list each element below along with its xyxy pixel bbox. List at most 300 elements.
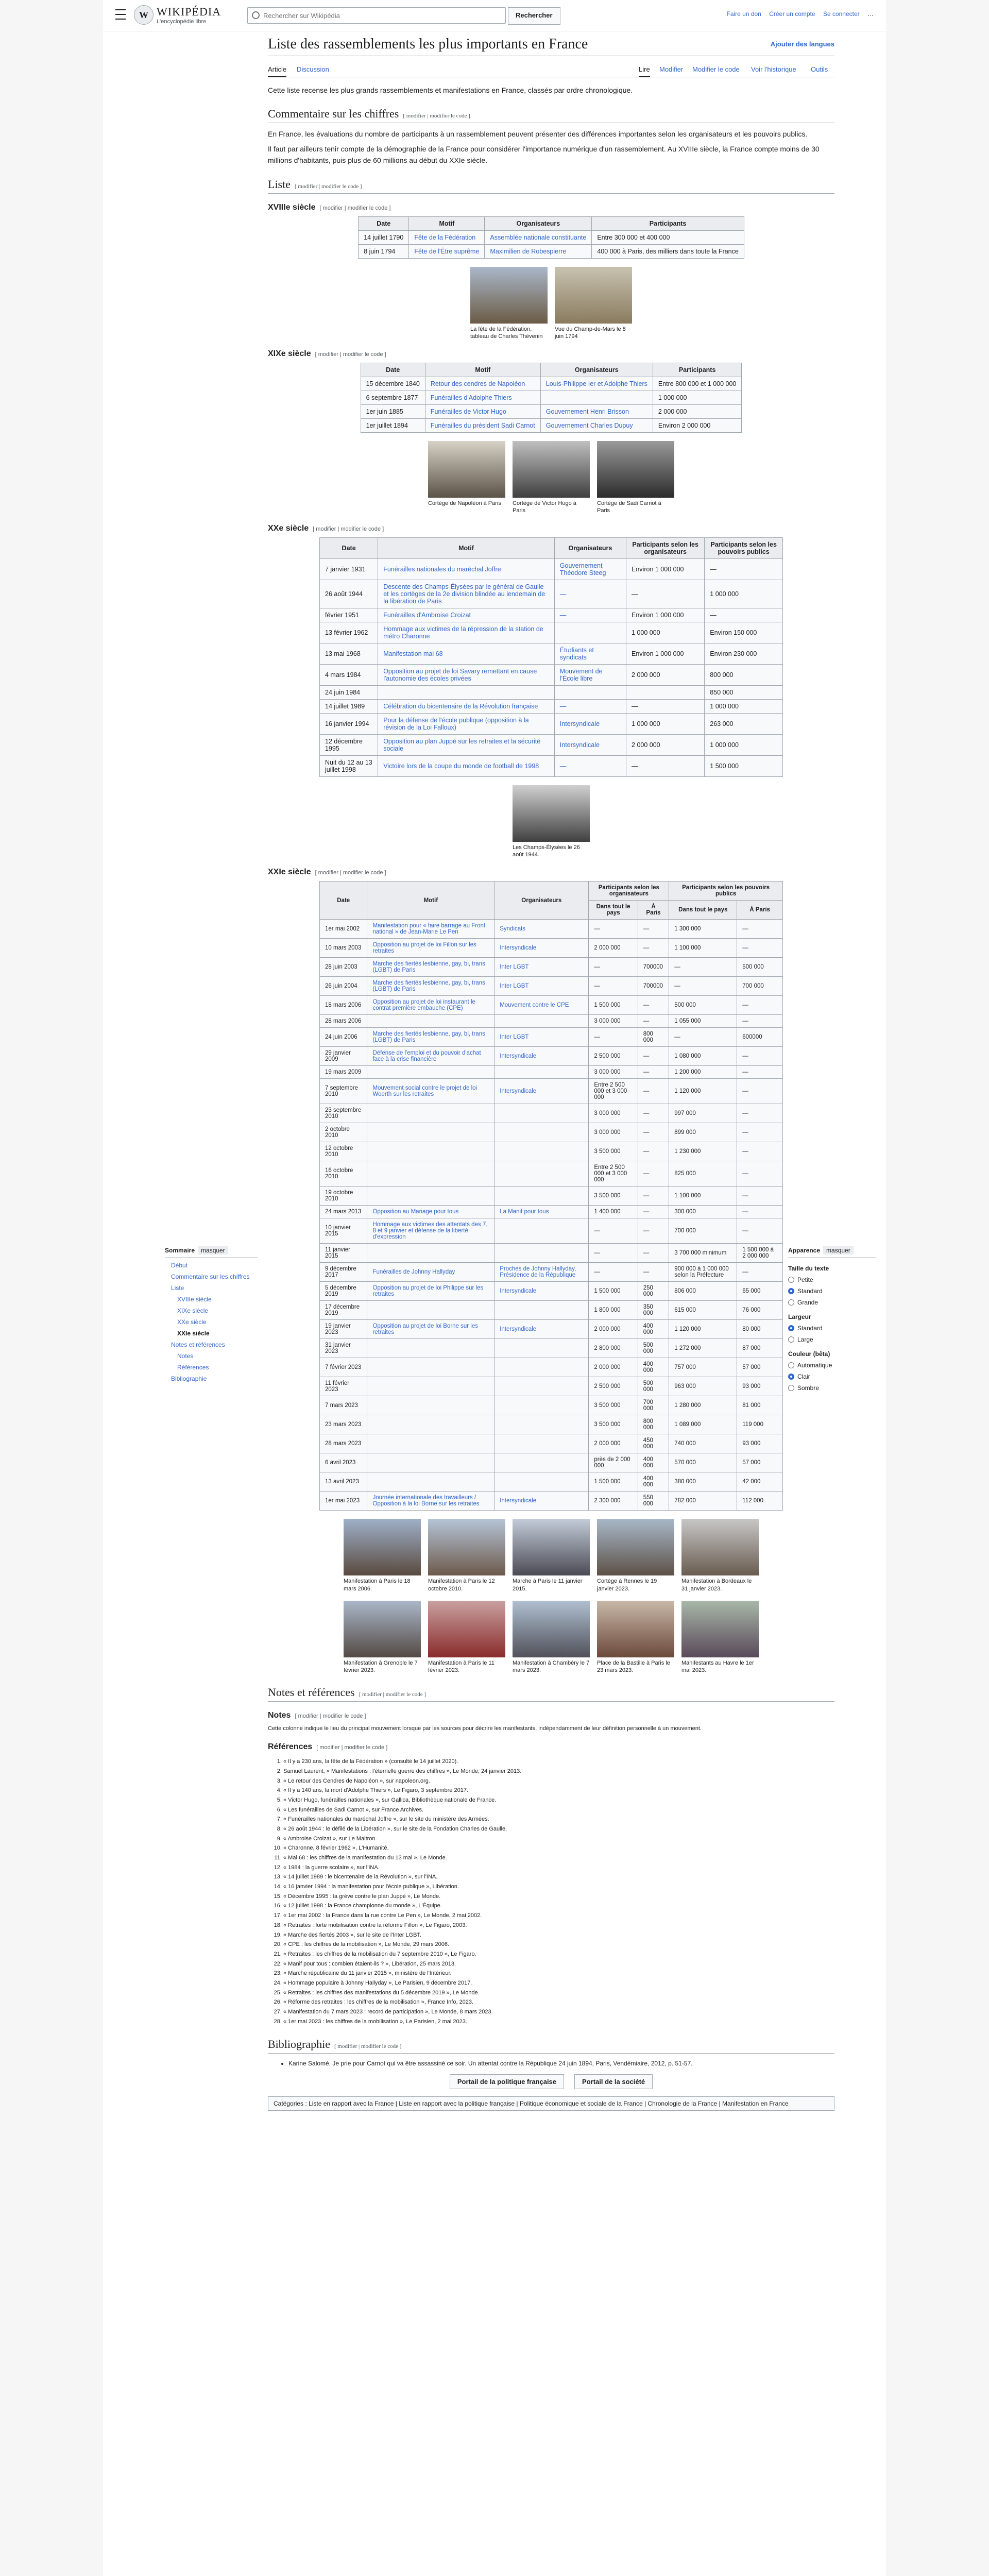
reference-item: 11. « Mai 68 : les chiffres de la manifestation du 13 mai », Le Monde.: [283, 1853, 834, 1863]
table-cell: 806 000: [669, 1282, 737, 1301]
table-cell: 380 000: [669, 1472, 737, 1492]
table-cell: 1 500 000: [589, 1282, 638, 1301]
edit-link[interactable]: [ modifier | modifier le code ]: [295, 1713, 366, 1719]
edit-link[interactable]: [ modifier | modifier le code ]: [359, 1691, 427, 1698]
search-box[interactable]: [247, 7, 506, 24]
table-cell: 3 000 000: [589, 1015, 638, 1028]
table-cell: Gouvernement Théodore Steeg: [554, 558, 626, 580]
table-cell: [494, 1472, 589, 1492]
table-cell: 500 000: [638, 1339, 669, 1358]
wordmark[interactable]: WIKIPÉDIA: [157, 5, 221, 18]
table-cell: 899 000: [669, 1123, 737, 1142]
table-cell: 825 000: [669, 1161, 737, 1187]
table-cell: —: [554, 755, 626, 776]
edit-link[interactable]: [ modifier | modifier le code ]: [316, 1744, 388, 1751]
toc-item[interactable]: XIXe siècle: [177, 1307, 209, 1314]
table-cell: Intersyndicale: [494, 1079, 589, 1104]
reference-item: 2. Samuel Laurent, « Manifestations : l'éternelle guerre des chiffres », Le Monde, 24 janvier 2013.: [283, 1767, 834, 1776]
table-cell: 500 000: [669, 996, 737, 1015]
table-cell: [494, 1187, 589, 1206]
table-cell: 1 000 000: [626, 622, 705, 643]
table-cell: —: [737, 1066, 783, 1079]
table-cell: [367, 1358, 494, 1377]
toc-item[interactable]: Liste: [171, 1284, 184, 1292]
tab-discussion[interactable]: Discussion: [297, 65, 329, 73]
table-cell: [367, 1396, 494, 1415]
table-cell: —: [737, 1142, 783, 1161]
toc-item[interactable]: XXe siècle: [177, 1318, 207, 1326]
table-cell: 615 000: [669, 1301, 737, 1320]
table-cell: Intersyndicale: [494, 1492, 589, 1511]
main-menu-icon[interactable]: [115, 9, 126, 20]
login-link[interactable]: Se connecter: [823, 10, 860, 18]
edit-link[interactable]: [ modifier | modifier le code ]: [315, 870, 386, 876]
gallery-item[interactable]: Place de la Bastille à Paris le 23 mars 2023.: [597, 1601, 674, 1674]
table-cell: 1 089 000: [669, 1415, 737, 1434]
table-cell: 3 500 000: [589, 1415, 638, 1434]
table-row: [320, 1434, 783, 1453]
reference-item: 7. « Funérailles nationales du maréchal Joffre », sur le site du ministère des Armées.: [283, 1815, 834, 1824]
table-cell: 80 000: [737, 1320, 783, 1339]
edit-link[interactable]: [ modifier | modifier le code ]: [319, 205, 391, 211]
table-cell: Hommage aux victimes de la répression de la station de métro Charonne: [378, 622, 555, 643]
table-cell: 2 octobre 2010: [320, 1123, 367, 1142]
table-cell: 1 000 000: [705, 734, 783, 755]
table-cell: 2 000 000: [589, 1434, 638, 1453]
table-cell: 5 décembre 2019: [320, 1282, 367, 1301]
table-cell: 2 000 000: [589, 939, 638, 958]
table-row: [320, 643, 783, 664]
gallery-item[interactable]: Manifestation à Paris le 12 octobre 2010.: [428, 1519, 505, 1592]
gallery-item[interactable]: Manifestation à Paris le 11 février 2023.: [428, 1601, 505, 1674]
table-cell: 300 000: [669, 1206, 737, 1218]
gallery-item[interactable]: Manifestants au Havre le 1er mai 2023.: [681, 1601, 759, 1674]
categories-box[interactable]: Catégories : Liste en rapport avec la France | Liste en rapport avec la politique française | Politique économique et sociale de la France | Chronologie de la France | Manifestation en France: [268, 2096, 834, 2111]
edit-link[interactable]: [ modifier | modifier le code ]: [334, 2043, 402, 2050]
table-cell: [494, 1377, 589, 1396]
table-cell: Opposition au projet de loi Borne sur les retraites: [367, 1320, 494, 1339]
table-row: [320, 1142, 783, 1161]
create-account-link[interactable]: Créer un compte: [769, 10, 815, 18]
tab-edit-source[interactable]: Modifier le code: [692, 65, 740, 73]
table-cell: 7 mars 2023: [320, 1396, 367, 1415]
table-cell: [626, 685, 705, 699]
table-xxi: Date Motif Organisateurs Participants selon les organisateurs Participants selon les pouvoirs publics Dans tout le pays À Paris Dans tout le pays À Paris 1er mai 2002 Manifestation pour « faire barrage au Front national » de Jean-Marie Le Pen Syndicats — — 1 300 000 — 10 mars 2003 Opposition au projet de loi Fillon sur les retraites Intersyndicale 2 000 000 — 1 100 000 — 28 juin 2003 Marche des fiertés lesbienne, gay, bi, trans (LGBT) de Paris Inter LGBT — 700000 — 500 000 26 juin 2004 Marche des fiertés lesbienne, gay, bi, trans (LGBT) de Paris Inter LGBT — 700000 — 700 000 18 mars 2006 Opposition au projet de loi instaurant le contrat première embauche (CPE) Mouvement contre le CPE 1 500 000 — 500 000 — 28 mars 2006 3 000 000 — 1 055 000 — 24 juin 2006 Marche des fiertés lesbienne, gay, bi, trans (LGBT) de Paris Inter LGBT — 800 000 — 600000 29 janvier 2009 Défense de l'emploi et du pouvoir d'achat face à la crise financière Intersyndicale 2 500 000 — 1 080 000 — 19 mars 2009 3 000 000 — 1 200 000 — 7 septembre 2010 Mouvement social contre le projet de loi Woerth sur les retraites Intersyndicale Entre 2 500 000 et 3 000 000 — 1 120 000 — 23 septembre 2010 3 000 000 — 997 000 — 2 octobre 2010 3 000 000 — 899 000 — 12 octobre 2010 3 500 000 — 1 230 000 — 16 octobre 2010 Entre 2 500 000 et 3 000 000 — 825 000 — 19 octobre 2010 3 500 000 — 1 100 000 — 24 mars 2013 Opposition au Mariage pour tous La Manif pour tous 1 400 000 — 300 000 — 10 janvier 2015 Hommage aux victimes des attentats des 7, 8 et 9 janvier et défense de la liberté d'expression — — 700 000 — 11 janvier 2015 — — 3 700 000 minimum 1 500 000 à 2 000 000 9 décembre 2017 Funérailles de Johnny Hallyday Proches de Johnny Hallyday, Présidence de la République — — 900 000 à 1 000 000 selon la Préfecture — 5 décembre 2019 Opposition au projet de loi Philippe sur les retraites Intersyndicale 1 500 000 250 000 806 000 65 000 17 décembre 2019 1 800 000 350 000 615 000 76 000 19 janvier 2023 Opposition au projet de loi Borne sur les retraites Intersyndicale 2 000 000 400 000 1 120 000 80 000 31 janvier 2023 2 800 000 500 000 1 272 000 87 000 7 février 2023 2 000 000 400 000 757 000 57 000 11 février 2023 2 500 000 500 000 963 000 93 000 7 mars 2023 3 500 000 700 000 1 280 000 81 000 23 mars 2023 3 500 000 800 000 1 089 000 119 000 28 mars 2023 2 000 000 450 000 740 000 93 000 6 avril 2023 près de 2 000 000 400 000 570 000 57 000 13 avril 2023 1 500 000 400 000 380 000 42 000 1er mai 2023 Journée internationale des travailleurs / Opposition à la loi Borne sur les retraites Intersyndicale 2 300 000 550 000 782 000 112 000: [319, 881, 783, 1511]
toc-item[interactable]: Bibliographie: [171, 1375, 207, 1382]
table-cell: —: [626, 755, 705, 776]
table-cell: 2 500 000: [589, 1047, 638, 1066]
table-cell: [494, 1015, 589, 1028]
table-cell: Environ 230 000: [705, 643, 783, 664]
table-cell: 17 décembre 2019: [320, 1301, 367, 1320]
gallery-item[interactable]: Manifestation à Paris le 18 mars 2006.: [344, 1519, 421, 1592]
table-cell: 26 juin 2004: [320, 977, 367, 996]
table-cell: —: [638, 1123, 669, 1142]
reference-item: 6. « Les funérailles de Sadi Carnot », sur France Archives.: [283, 1805, 834, 1815]
table-cell: 1 500 000: [589, 996, 638, 1015]
search-button[interactable]: Rechercher: [508, 7, 560, 25]
toc-item[interactable]: Commentaire sur les chiffres: [171, 1273, 250, 1280]
table-row: [320, 608, 783, 622]
table-cell: 93 000: [737, 1434, 783, 1453]
table-cell: Environ 1 000 000: [626, 558, 705, 580]
gallery-item[interactable]: La fête de la Fédération, tableau de Charles Thévenin: [470, 267, 548, 341]
table-row: 1er juin 1885 Funérailles de Victor Hugo Gouvernement Henri Brisson 2 000 000: [361, 405, 742, 419]
table-cell: 782 000: [669, 1492, 737, 1511]
table-cell: Inter LGBT: [494, 977, 589, 996]
gallery-xx: [268, 785, 834, 859]
table-row: [320, 1320, 783, 1339]
table-cell: [367, 1015, 494, 1028]
text-size-large[interactable]: Grande: [788, 1299, 876, 1306]
table-cell: [494, 1161, 589, 1187]
color-dark[interactable]: Sombre: [788, 1384, 876, 1392]
table-cell: —: [638, 1066, 669, 1079]
user-links: [720, 10, 874, 18]
table-cell: Opposition au projet de loi Savary remettant en cause l'autonomie des écoles privées: [378, 664, 555, 685]
table-cell: 3 000 000: [589, 1123, 638, 1142]
table-cell: —: [626, 580, 705, 608]
table-cell: 3 500 000: [589, 1142, 638, 1161]
reference-item: 27. « Manifestation du 7 mars 2023 : record de participation », Le Monde, 8 mars 2023.: [283, 2007, 834, 2017]
table-cell: 13 février 1962: [320, 622, 378, 643]
table-cell: [367, 1339, 494, 1358]
table-cell: [494, 1104, 589, 1123]
section-notes-references: Notes et références [ modifier | modifier le code ]: [268, 1686, 834, 1702]
table-row: 8 juin 1794 Fête de l'Être suprême Maximilien de Robespierre 400 000 à Paris, des milliers dans toute la France: [359, 244, 744, 258]
table-cell: près de 2 000 000: [589, 1453, 638, 1472]
biblio-item: • Karine Salomé, Je prie pour Carnot qui va être assassiné ce soir. Un attentat contre la République 24 juin 1894, Paris, Vendémiaire, 2012, p. 51-57.: [288, 2060, 834, 2067]
table-cell: —: [638, 1206, 669, 1218]
gallery-item[interactable]: Vue du Champ-de-Mars le 8 juin 1794: [555, 267, 632, 341]
table-cell: Intersyndicale: [494, 939, 589, 958]
table-cell: —: [554, 608, 626, 622]
tab-article[interactable]: Article: [268, 65, 286, 77]
commentaire-paragraph-2: Il faut par ailleurs tenir compte de la démographie de la France pour considérer l'importance numérique d'un rassemblement. Au XVIIIe siècle, la France compte moins de 30 millions d'habitants, puis plus de 60 millions au début du XXIe siècle.: [268, 144, 820, 165]
gallery-item[interactable]: Manifestation à Grenoble le 7 février 2023.: [344, 1601, 421, 1674]
table-cell: 570 000: [669, 1453, 737, 1472]
gallery-item[interactable]: Cortège de Victor Hugo à Paris: [513, 441, 590, 515]
table-cell: 19 janvier 2023: [320, 1320, 367, 1339]
table-cell: Nuit du 12 au 13 juillet 1998: [320, 755, 378, 776]
table-cell: —: [737, 1263, 783, 1282]
gallery-item[interactable]: Cortège de Napoléon à Paris: [428, 441, 505, 515]
table-cell: 1 100 000: [669, 1187, 737, 1206]
table-cell: 1 280 000: [669, 1396, 737, 1415]
table-xix: Date Motif Organisateurs Participants 15 décembre 1840 Retour des cendres de Napoléon Louis-Philippe Ier et Adolphe Thiers Entre 800 000 et 1 000 000 6 septembre 1877 Funérailles d'Adolphe Thiers 1 000 000 1er juin 1885 Funérailles de Victor Hugo Gouvernement Henri Brisson 2 000 000 1er juillet 1894 Funérailles du président Sadi Carnot Gouvernement Charles Dupuy Environ 2 000 000: [361, 363, 742, 433]
reference-item: 9. « Ambroise Croizat », sur Le Maitron.: [283, 1834, 834, 1844]
table-row: [320, 1282, 783, 1301]
references-list: [268, 1757, 834, 2026]
table-cell: 757 000: [669, 1358, 737, 1377]
table-row: [320, 1123, 783, 1142]
more-menu-icon[interactable]: …: [867, 10, 874, 18]
table-cell: Inter LGBT: [494, 1028, 589, 1047]
table-cell: Syndicats: [494, 920, 589, 939]
edit-link[interactable]: [ modifier | modifier le code ]: [295, 183, 362, 190]
wikipedia-logo[interactable]: W: [134, 5, 154, 25]
tools-menu[interactable]: Outils: [811, 65, 828, 73]
table-cell: Intersyndicale: [554, 713, 626, 734]
table-cell: 87 000: [737, 1339, 783, 1358]
table-row: [320, 1066, 783, 1079]
color-auto[interactable]: Automatique: [788, 1362, 876, 1369]
page-tabs: [268, 56, 834, 77]
color-label: Couleur (bêta): [788, 1350, 830, 1358]
table-cell: [494, 1339, 589, 1358]
table-cell: 800 000: [638, 1028, 669, 1047]
table-cell: Intersyndicale: [494, 1282, 589, 1301]
table-cell: [367, 1161, 494, 1187]
table-cell: 31 janvier 2023: [320, 1339, 367, 1358]
table-row: 1er juillet 1894 Funérailles du président Sadi Carnot Gouvernement Charles Dupuy Environ 2 000 000: [361, 419, 742, 433]
table-cell: 57 000: [737, 1453, 783, 1472]
table-row: [320, 1377, 783, 1396]
table-cell: Environ 150 000: [705, 622, 783, 643]
tab-read[interactable]: Lire: [639, 65, 650, 77]
table-cell: 3 000 000: [589, 1104, 638, 1123]
table-row: [320, 580, 783, 608]
portal-link[interactable]: Portail de la politique française: [450, 2074, 564, 2089]
tagline: L'encyclopédie libre: [157, 19, 207, 25]
table-cell: 81 000: [737, 1396, 783, 1415]
table-cell: 10 mars 2003: [320, 939, 367, 958]
table-cell: —: [705, 608, 783, 622]
table-cell: 2 500 000: [589, 1377, 638, 1396]
table-cell: 400 000: [638, 1320, 669, 1339]
table-cell: 11 janvier 2015: [320, 1244, 367, 1263]
table-cell: Entre 2 500 000 et 3 000 000: [589, 1161, 638, 1187]
reference-item: 28. « 1er mai 2023 : les chiffres de la mobilisation », Le Parisien, 2 mai 2023.: [283, 2017, 834, 2027]
table-cell: —: [737, 1161, 783, 1187]
toc-item[interactable]: Notes: [177, 1352, 194, 1360]
reference-item: 8. « 26 août 1944 : le défilé de la Libération », sur le site de la Fondation Charles de Gaulle.: [283, 1824, 834, 1834]
table-cell: [494, 1434, 589, 1453]
table-cell: —: [589, 1218, 638, 1244]
table-cell: Défense de l'emploi et du pouvoir d'achat face à la crise financière: [367, 1047, 494, 1066]
table-cell: —: [737, 1187, 783, 1206]
edit-link[interactable]: [ modifier | modifier le code ]: [315, 351, 386, 358]
table-cell: Opposition au projet de loi Fillon sur les retraites: [367, 939, 494, 958]
table-cell: 13 avril 2023: [320, 1472, 367, 1492]
table-cell: 14 juillet 1989: [320, 699, 378, 713]
table-cell: 400 000: [638, 1358, 669, 1377]
table-row: [320, 664, 783, 685]
table-cell: 700 000: [669, 1218, 737, 1244]
table-cell: 2 300 000: [589, 1492, 638, 1511]
toc-item-current[interactable]: XXIe siècle: [177, 1330, 210, 1337]
table-cell: 7 février 2023: [320, 1358, 367, 1377]
table-cell: Mouvement contre le CPE: [494, 996, 589, 1015]
table-cell: 42 000: [737, 1472, 783, 1492]
table-cell: Célébration du bicentenaire de la Révolution française: [378, 699, 555, 713]
table-row: [320, 622, 783, 643]
table-cell: Funérailles nationales du maréchal Joffre: [378, 558, 555, 580]
table-cell: 963 000: [669, 1377, 737, 1396]
toc-item[interactable]: Notes et références: [171, 1341, 225, 1348]
table-cell: 2 000 000: [626, 734, 705, 755]
gallery-item[interactable]: Marche à Paris le 11 janvier 2015.: [513, 1519, 590, 1592]
commentaire-paragraph-1: En France, les évaluations du nombre de participants à un rassemblement peuvent présenter des différences importantes selon les organisateurs et les pouvoirs publics.: [268, 130, 808, 139]
main-content: [268, 36, 834, 2111]
table-cell: 250 000: [638, 1282, 669, 1301]
table-cell: 1 100 000: [669, 939, 737, 958]
table-cell: [367, 1123, 494, 1142]
edit-link[interactable]: [ modifier | modifier le code ]: [403, 113, 470, 120]
reference-item: 4. « Il y a 140 ans, la mort d'Adolphe Thiers », Le Figaro, 3 septembre 2017.: [283, 1786, 834, 1795]
toc-item[interactable]: XVIIIe siècle: [177, 1296, 212, 1303]
table-cell: Funérailles de Johnny Hallyday: [367, 1263, 494, 1282]
table-cell: [367, 1142, 494, 1161]
color-light[interactable]: Clair: [788, 1373, 876, 1380]
table-cell: [367, 1244, 494, 1263]
table-cell: 23 mars 2023: [320, 1415, 367, 1434]
table-cell: Hommage aux victimes des attentats des 7, 8 et 9 janvier et défense de la liberté d'expression: [367, 1218, 494, 1244]
table-cell: 1 500 000 à 2 000 000: [737, 1244, 783, 1263]
table-cell: Environ 1 000 000: [626, 643, 705, 664]
edit-link[interactable]: [ modifier | modifier le code ]: [313, 526, 384, 532]
table-cell: Mouvement de l'École libre: [554, 664, 626, 685]
reference-item: 17. « 1er mai 2002 : la France dans la rue contre Le Pen », Le Monde, 2 mai 2002.: [283, 1911, 834, 1921]
table-cell: [367, 1066, 494, 1079]
add-languages-button[interactable]: Ajouter des langues: [770, 40, 834, 48]
table-row: [320, 1161, 783, 1187]
table-cell: —: [589, 1244, 638, 1263]
table-row: [320, 1028, 783, 1047]
table-cell: 1er mai 2002: [320, 920, 367, 939]
table-cell: 400 000: [638, 1472, 669, 1492]
section-bibliographie: Bibliographie [ modifier | modifier le code ]: [268, 2038, 834, 2054]
gallery-item[interactable]: Cortège de Sadi Carnot à Paris: [597, 441, 674, 515]
width-label: Largeur: [788, 1313, 811, 1320]
table-cell: 11 février 2023: [320, 1377, 367, 1396]
reference-item: 22. « Manif pour tous : combien étaient-ils ? », Libération, 25 mars 2013.: [283, 1959, 834, 1969]
table-cell: —: [626, 699, 705, 713]
table-cell: 700000: [638, 958, 669, 977]
tab-edit[interactable]: Modifier: [659, 65, 684, 73]
table-cell: 1 120 000: [669, 1320, 737, 1339]
table-row: [320, 1015, 783, 1028]
table-cell: février 1951: [320, 608, 378, 622]
table-cell: 112 000: [737, 1492, 783, 1511]
reference-item: 1. « Il y a 230 ans, la fête de la Fédération » (consulté le 14 juillet 2020).: [283, 1757, 834, 1767]
table-cell: 3 700 000 minimum: [669, 1244, 737, 1263]
reference-item: 25. « Retraites : les chiffres des manifestations du 5 décembre 2019 », Le Monde.: [283, 1988, 834, 1998]
reference-item: 15. « Décembre 1995 : la grève contre le plan Juppé », Le Monde.: [283, 1892, 834, 1902]
table-cell: 3 500 000: [589, 1187, 638, 1206]
search-input[interactable]: [262, 10, 460, 21]
table-cell: —: [638, 1079, 669, 1104]
gallery-item[interactable]: Cortège à Rennes le 19 janvier 2023.: [597, 1519, 674, 1592]
portal-bar: [268, 2074, 834, 2089]
table-row: [320, 1472, 783, 1492]
table-cell: 997 000: [669, 1104, 737, 1123]
reference-item: 19. « Marche des fiertés 2003 », sur le site de l'Inter LGBT.: [283, 1930, 834, 1940]
gallery-item[interactable]: Manifestation à Chambéry le 7 mars 2023.: [513, 1601, 590, 1674]
table-row: [320, 734, 783, 755]
section-liste: Liste [ modifier | modifier le code ]: [268, 178, 834, 194]
table-cell: 1 000 000: [705, 580, 783, 608]
table-cell: [367, 1472, 494, 1492]
table-cell: —: [638, 1218, 669, 1244]
table-cell: 1 000 000: [705, 699, 783, 713]
intro-paragraph: Cette liste recense les plus grands rassemblements et manifestations en France, classés par ordre chronologique.: [268, 86, 633, 94]
tab-history[interactable]: Voir l'historique: [751, 65, 796, 73]
table-cell: 4 mars 1984: [320, 664, 378, 685]
toc-item[interactable]: Début: [171, 1262, 188, 1269]
table-row: [320, 996, 783, 1015]
table-cell: [494, 1301, 589, 1320]
table-cell: Proches de Johnny Hallyday, Présidence de la République: [494, 1263, 589, 1282]
toc-header: [165, 1247, 258, 1258]
table-cell: —: [737, 1206, 783, 1218]
table-cell: Intersyndicale: [494, 1047, 589, 1066]
table-cell: 12 décembre 1995: [320, 734, 378, 755]
portal-link[interactable]: Portail de la société: [574, 2074, 653, 2089]
appearance-hide-button[interactable]: masquer: [823, 1246, 854, 1255]
table-cell: Marche des fiertés lesbienne, gay, bi, trans (LGBT) de Paris: [367, 958, 494, 977]
table-cell: 1 120 000: [669, 1079, 737, 1104]
gallery-item[interactable]: Manifestation à Bordeaux le 31 janvier 2023.: [681, 1519, 759, 1592]
table-cell: 29 janvier 2009: [320, 1047, 367, 1066]
gallery-xix: [268, 441, 834, 515]
toc-hide-button[interactable]: masquer: [198, 1246, 228, 1255]
gallery-item[interactable]: Les Champs-Élysées le 26 août 1944.: [513, 785, 590, 859]
table-row: [320, 1187, 783, 1206]
table-cell: 76 000: [737, 1301, 783, 1320]
table-cell: —: [737, 939, 783, 958]
donate-link[interactable]: Faire un don: [726, 10, 761, 18]
toc-item[interactable]: Références: [177, 1364, 209, 1371]
table-cell: 1er mai 2023: [320, 1492, 367, 1511]
table-cell: —: [638, 1263, 669, 1282]
reference-item: 18. « Retraites : forte mobilisation contre la réforme Fillon », Le Figaro, 2003.: [283, 1921, 834, 1930]
page-title: Liste des rassemblements les plus importants en France: [268, 36, 834, 56]
table-cell: 24 juin 1984: [320, 685, 378, 699]
table-cell: —: [638, 1187, 669, 1206]
table-cell: 2 800 000: [589, 1339, 638, 1358]
reference-item: 23. « Marche républicaine du 11 janvier 2015 », ministère de l'Intérieur.: [283, 1969, 834, 1978]
table-cell: 740 000: [669, 1434, 737, 1453]
table-cell: —: [737, 1079, 783, 1104]
width-large[interactable]: Large: [788, 1336, 876, 1343]
table-row: [320, 685, 783, 699]
table-cell: —: [669, 958, 737, 977]
table-cell: [367, 1415, 494, 1434]
table-cell: —: [589, 1263, 638, 1282]
table-cell: Journée internationale des travailleurs / Opposition à la loi Borne sur les retraites: [367, 1492, 494, 1511]
text-size-small[interactable]: Petite: [788, 1276, 876, 1283]
width-standard[interactable]: Standard: [788, 1325, 876, 1332]
table-cell: —: [638, 1104, 669, 1123]
table-cell: [494, 1358, 589, 1377]
table-cell: 19 octobre 2010: [320, 1187, 367, 1206]
table-cell: Opposition au Mariage pour tous: [367, 1206, 494, 1218]
table-row: [320, 920, 783, 939]
table-row: [320, 977, 783, 996]
table-cell: 1 800 000: [589, 1301, 638, 1320]
table-cell: 23 septembre 2010: [320, 1104, 367, 1123]
table-cell: 1 080 000: [669, 1047, 737, 1066]
table-cell: [554, 622, 626, 643]
table-cell: 119 000: [737, 1415, 783, 1434]
table-cell: 500 000: [638, 1377, 669, 1396]
gallery-xxi-row1: [268, 1519, 834, 1592]
table-row: [320, 1396, 783, 1415]
text-size-standard[interactable]: Standard: [788, 1287, 876, 1295]
table-cell: [494, 1415, 589, 1434]
reference-item: 5. « Victor Hugo, funérailles nationales », sur Gallica, Bibliothèque nationale de France.: [283, 1795, 834, 1805]
